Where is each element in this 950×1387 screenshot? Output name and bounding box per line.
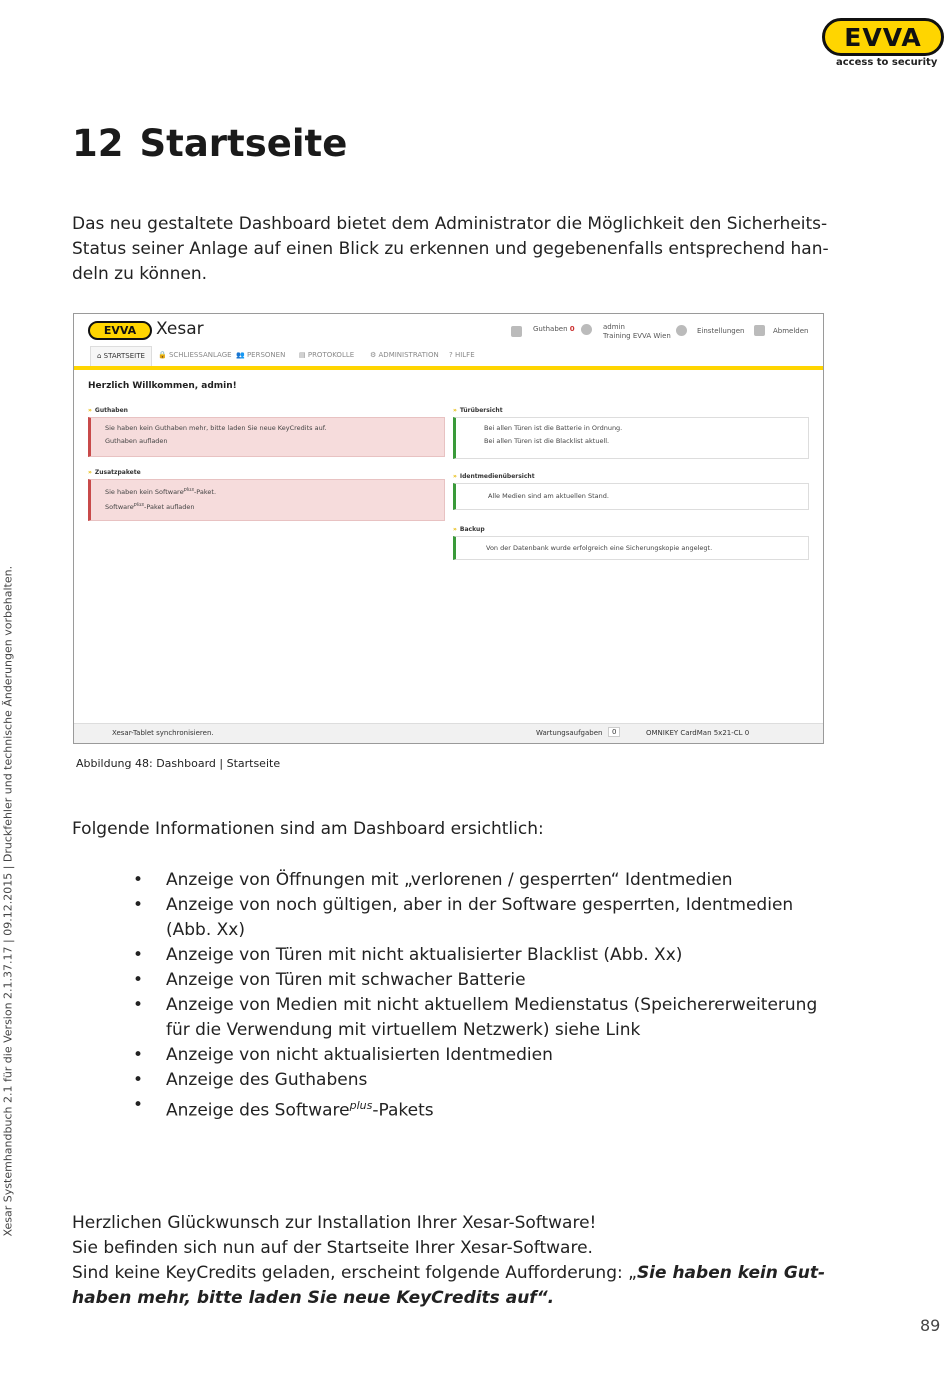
credit-alert xyxy=(88,417,445,457)
intro-paragraph xyxy=(72,212,872,287)
logout-icon xyxy=(754,325,765,336)
list-item: • Anzeige des Software$^{plus}$-Pakets xyxy=(72,1093,872,1124)
closing-line: Sind keine KeyCredits geladen, erscheint folgende Aufforderung: „Sie haben kein Gut- xyxy=(72,1263,826,1283)
tasks-count: 0 xyxy=(608,727,620,737)
intro-line: Das neu gestaltete Dashboard bietet dem Administrator die Möglichkeit den Sicherheits- xyxy=(72,214,828,234)
addon-alert xyxy=(88,479,445,521)
list-item-continuation: (Abb. Xx) xyxy=(166,920,245,940)
page-title xyxy=(72,122,347,165)
feature-list xyxy=(72,868,872,1124)
backup-status xyxy=(453,536,809,560)
list-item-continuation: für die Verwendung mit virtuellem Netzwerk) siehe Link xyxy=(166,1020,641,1040)
closing-line: Herzlichen Glückwunsch zur Installation Ihrer Xesar-Software! xyxy=(72,1213,597,1233)
chapter-number: 12 xyxy=(72,122,124,165)
page-number: 89 xyxy=(920,1316,941,1335)
media-message: Alle Medien sind am aktuellen Stand. xyxy=(488,492,609,500)
sync-text[interactable]: Xesar-Tablet synchronisieren. xyxy=(112,729,214,737)
credit-icon xyxy=(511,326,522,337)
figure-caption: Abbildung 48: Dashboard | Startseite xyxy=(76,757,281,770)
user-name: admin xyxy=(603,323,625,331)
app-name: Xesar xyxy=(156,319,204,339)
logo-tagline: access to security xyxy=(836,57,938,68)
credit-label: Guthaben 0 xyxy=(533,325,575,333)
intro-line: Status seiner Anlage auf einen Blick zu erkennen und gegebenenfalls entsprechend han- xyxy=(72,239,829,259)
settings-link[interactable]: Einstellungen xyxy=(697,327,745,335)
side-note: Xesar Systemhandbuch 2.1 für die Version 2.1.37.17 | 09.12.2015 | Druckfehler und technische Änderungen vorbehalten. xyxy=(1,565,15,1237)
section-backup: » Backup xyxy=(453,526,485,533)
dashboard-screenshot xyxy=(73,313,824,744)
welcome-text: Herzlich Willkommen, admin! xyxy=(88,381,237,391)
logo-brand: EVVA xyxy=(844,22,922,52)
credit-link[interactable]: Guthaben aufladen xyxy=(105,437,168,445)
tab-startseite[interactable]: ⌂ STARTSEITE xyxy=(90,346,152,366)
list-item: • Anzeige von Medien mit nicht aktuellem Medienstatus (Speichererweiterung xyxy=(72,993,872,1018)
doors-status xyxy=(453,417,809,459)
section-guthaben: » Guthaben xyxy=(88,407,128,414)
list-item: • Anzeige von Öffnungen mit „verlorenen / gesperrten“ Identmedien xyxy=(72,868,872,893)
reader-device: OMNIKEY CardMan 5x21-CL 0 xyxy=(646,729,750,737)
list-item: • Anzeige von Türen mit schwacher Batterie xyxy=(72,968,872,993)
user-icon xyxy=(581,324,592,335)
section-zusatzpakete: » Zusatzpakete xyxy=(88,469,141,476)
closing-line: Sie befinden sich nun auf der Startseite Ihrer Xesar-Software. xyxy=(72,1238,593,1258)
user-org: Training EVVA Wien xyxy=(603,332,671,340)
app-logo: EVVA xyxy=(88,321,152,340)
intro-line: deln zu können. xyxy=(72,264,208,284)
tab-protokolle[interactable]: ▤ PROTOKOLLE xyxy=(299,351,355,359)
list-item: • Anzeige von Türen mit nicht aktualisierter Blacklist (Abb. Xx) xyxy=(72,943,872,968)
logout-link[interactable]: Abmelden xyxy=(773,327,809,335)
tasks-label: Wartungsaufgaben xyxy=(536,729,603,737)
evva-logo xyxy=(822,18,946,70)
section-tueruebersicht: » Türübersicht xyxy=(453,407,503,414)
gear-icon xyxy=(676,325,687,336)
tab-administration[interactable]: ⚙ ADMINISTRATION xyxy=(370,351,439,359)
blacklist-status: Bei allen Türen ist die Blacklist aktuell. xyxy=(484,437,610,445)
list-item: • Anzeige von nicht aktualisierten Identmedien xyxy=(72,1043,872,1068)
backup-message: Von der Datenbank wurde erfolgreich eine Sicherungskopie angelegt. xyxy=(486,544,713,552)
accent-bar xyxy=(74,366,823,370)
tab-personen[interactable]: 👥 PERSONEN xyxy=(236,351,286,359)
list-item: • Anzeige des Guthabens xyxy=(72,1068,872,1093)
chapter-title: Startseite xyxy=(139,122,348,165)
addon-message: Sie haben kein Software$^{plus}$-Paket. xyxy=(105,487,217,497)
list-item: • Anzeige von noch gültigen, aber in der Software gesperrten, Identmedien xyxy=(72,893,872,918)
app-footer xyxy=(74,723,823,744)
app-tabs xyxy=(74,346,823,366)
tab-hilfe[interactable]: ? HILFE xyxy=(449,351,475,359)
media-status xyxy=(453,483,809,510)
addon-link[interactable]: Software$^{plus}$-Paket aufladen xyxy=(105,502,195,512)
closing-paragraph xyxy=(72,1211,872,1311)
credit-message: Sie haben kein Guthaben mehr, bitte laden Sie neue KeyCredits auf. xyxy=(105,424,327,432)
list-intro: Folgende Informationen sind am Dashboard ersichtlich: xyxy=(72,819,544,839)
closing-line: haben mehr, bitte laden Sie neue KeyCredits auf“. xyxy=(72,1288,555,1308)
battery-status: Bei allen Türen ist die Batterie in Ordnung. xyxy=(484,424,623,432)
tab-schliessanlage[interactable]: 🔒 SCHLIESSANLAGE xyxy=(158,351,232,359)
logo-badge xyxy=(822,18,944,56)
section-identmedien: » Identmedienübersicht xyxy=(453,473,535,480)
